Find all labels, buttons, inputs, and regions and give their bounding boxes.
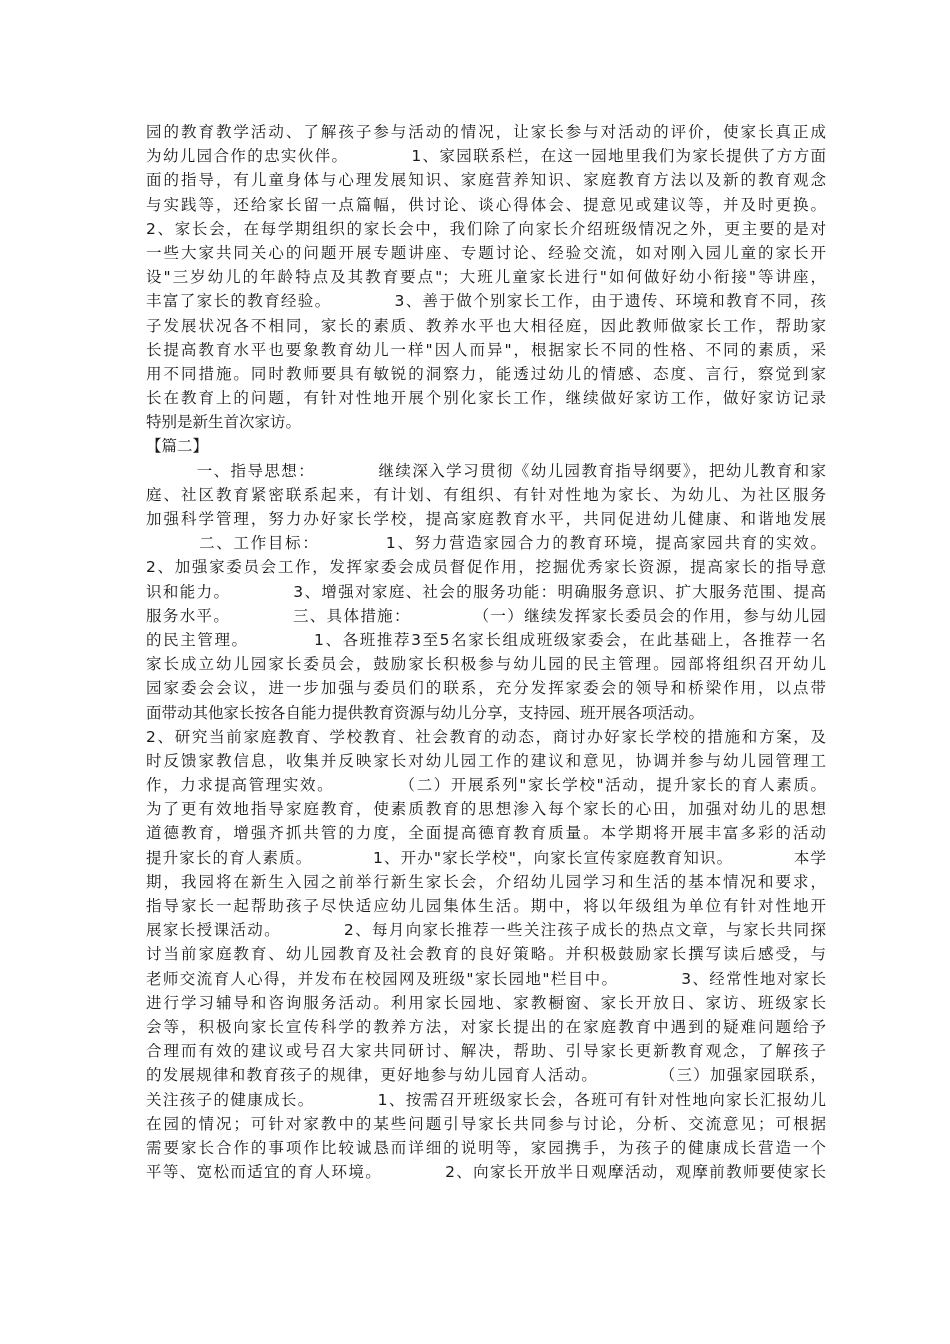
text-line: 指导家长一起帮助孩子尽快适应幼儿园集体生活。期中，将以年级组为单位有针对性地开 (146, 897, 826, 915)
text-line: 二、工作目标： 1、努力营造家园合力的教育环境，提高家园共育的实效。 (146, 534, 826, 553)
text-line: 长在教育上的问题，有针对性地开展个别化家长工作，继续做好家访工作，做好家访记录 (146, 389, 826, 408)
text-line: 为了更有效地指导家庭教育，使素质教育的思想渗入每个家长的心田，加强对幼儿的思想 (146, 800, 826, 819)
text-line: 识和能力。 3、增强对家庭、社会的服务功能：明确服务意识、扩大服务范围、提高 (146, 582, 826, 601)
text-line: 丰富了家长的教育经验。 3、善于做个别家长工作，由于遗传、环境和教育不同，孩 (146, 292, 826, 311)
text-line: 展家长授课活动。 2、每月向家长推荐一些关注孩子成长的热点文章，与家长共同探 (146, 921, 826, 940)
document-body (146, 120, 826, 1184)
text-line: 为幼儿园合作的忠实伙伴。 1、家园联系栏，在这一园地里我们为家长提供了方方面 (146, 147, 826, 166)
text-line: 的发展规律和教育孩子的规律，更好地参与幼儿园育人活动。 （三）加强家园联系， (146, 1066, 826, 1085)
text-line: 时反馈家教信息，收集并反映家长对幼儿园工作的建议和意见，协调并参与幼儿园管理工 (146, 751, 826, 770)
text-line: 面的指导，有儿童身体与心理发展知识、家庭营养知识、家庭教育方法以及新的教育观念 (146, 171, 826, 190)
text-line: 一、指导思想： 继续深入学习贯彻《幼儿园教育指导纲要》，把幼儿教育和家 (146, 461, 826, 480)
text-line: 服务水平。 三、具体措施： （一）继续发挥家长委员会的作用，参与幼儿园 (146, 606, 826, 625)
text-line: 会等，积极向家长宣传科学的教养方法，对家长提出的在家庭教育中遇到的疑难问题给予 (146, 1017, 826, 1036)
text-line: 子发展状况各不相同，家长的素质、教养水平也大相径庭，因此教师做家长工作，帮助家 (146, 316, 826, 335)
text-line: 与实践等，还给家长留一点篇幅，供讨论、谈心得体会、提意见或建议等，并及时更换。 (146, 195, 826, 214)
section-heading: 【篇二】 (146, 437, 209, 456)
text-line: 的民主管理。 1、各班推荐3至5名家长组成班级家委会，在此基础上，各推荐一名 (146, 630, 826, 649)
text-line: 道德教育，增强齐抓共管的力度，全面提高德育教育质量。本学期将开展丰富多彩的活动 (146, 824, 826, 843)
text-line: 面带动其他家长按各自能力提供教育资源与幼儿分享，支持园、班开展各项活动。 (146, 703, 705, 722)
text-line: 2、研究当前家庭教育、学校教育、社会教育的动态，商讨办好家长学校的措施和方案，及 (146, 727, 826, 746)
text-line: 在园的情况；可针对家教中的某些问题引导家长共同参与讨论，分析、交流意见；可根据 (146, 1114, 826, 1133)
text-line: 庭、社区教育紧密联系起来，有计划、有组织、有针对性地为家长、为幼儿、为社区服务 (146, 485, 826, 504)
text-line: 2、加强家委员会工作，发挥家委会成员督促作用，挖掘优秀家长资源，提高家长的指导意 (146, 558, 826, 577)
text-line: 园家委会会议，进一步加强与委员们的联系，充分发挥家委会的领导和桥梁作用，以点带 (146, 679, 826, 698)
text-line: 需要家长合作的事项作比较诚恳而详细的说明等，家园携手，为孩子的健康成长营造一个 (146, 1138, 826, 1157)
text-line: 提升家长的育人素质。 1、开办"家长学校"，向家长宣传家庭教育知识。 本学 (146, 848, 826, 867)
text-line: 老师交流育人心得，并发布在校园网及班级"家长园地"栏目中。 3、经常性地对家长 (146, 969, 826, 988)
text-line: 关注孩子的健康成长。 1、按需召开班级家长会，各班可有针对性地向家长汇报幼儿 (146, 1090, 826, 1109)
text-line: 合理而有效的建议或号召大家共同研讨、解决，帮助、引导家长更新教育观念，了解孩子 (146, 1042, 826, 1061)
text-line: 长提高教育水平也要象教育幼儿一样"因人而异"，根据家长不同的性格、不同的素质，采 (146, 340, 826, 359)
text-line: 一些大家共同关心的问题开展专题讲座、专题讨论、经验交流，如对刚入园儿童的家长开 (146, 243, 826, 262)
text-line: 园的教育教学活动、了解孩子参与活动的情况，让家长参与对活动的评价，使家长真正成 (146, 123, 826, 141)
text-line: 进行学习辅导和咨询服务活动。利用家长园地、家教橱窗、家长开放日、家访、班级家长 (146, 993, 826, 1012)
text-line: 作，力求提高管理实效。 （二）开展系列"家长学校"活动，提升家长的育人素质。 (146, 776, 826, 795)
text-line: 讨当前家庭教育、幼儿园教育及社会教育的良好策略。并积极鼓励家长撰写读后感受，与 (146, 945, 826, 964)
text-line: 2、家长会，在每学期组织的家长会中，我们除了向家长介绍班级情况之外，更主要的是对 (146, 219, 826, 238)
text-line: 用不同措施。同时教师要具有敏锐的洞察力，能透过幼儿的情感、态度、言行，察觉到家 (146, 364, 826, 383)
text-line: 平等、宽松而适宜的育人环境。 2、向家长开放半日观摩活动，观摩前教师要使家长 (146, 1163, 826, 1182)
text-line: 设"三岁幼儿的年龄特点及其教育要点"；大班儿童家长进行"如何做好幼小衔接"等讲座， (146, 268, 826, 287)
text-line: 特别是新生首次家访。 (146, 413, 302, 432)
text-line: 加强科学管理，努力办好家长学校，提高家庭教育水平，共同促进幼儿健康、和谐地发展 (146, 510, 826, 528)
text-line: 家长成立幼儿园家长委员会，鼓励家长积极参与幼儿园的民主管理。园部将组织召开幼儿 (146, 655, 826, 674)
text-line: 期，我园将在新生入园之前举行新生家长会，介绍幼儿园学习和生活的基本情况和要求， (146, 872, 826, 891)
